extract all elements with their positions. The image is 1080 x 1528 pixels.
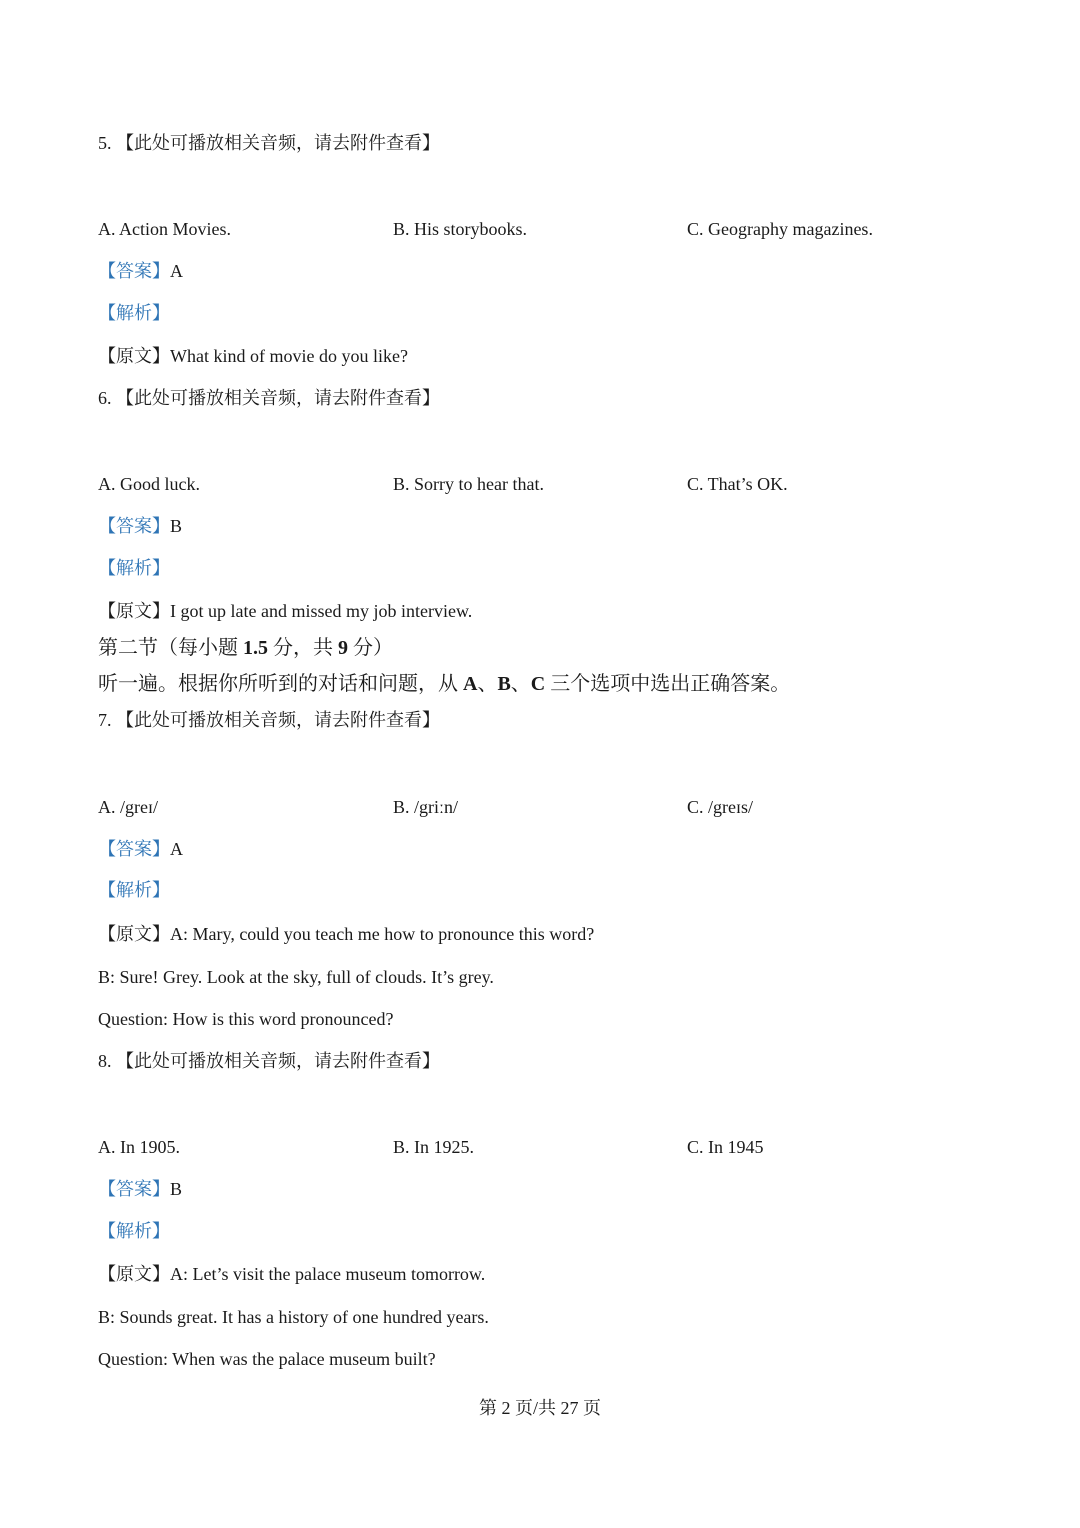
q7-analysis: [98, 878, 170, 902]
q5-option-a: A. Action Movies.: [98, 219, 231, 239]
answer-tag: 【答案】: [98, 839, 170, 859]
q5-original-text: [98, 344, 408, 368]
question-7-prompt: 7. 【此处可播放相关音频，请去附件查看】: [98, 710, 440, 730]
analysis-tag: 【解析】: [98, 303, 170, 323]
original-tag: 【原文】: [98, 601, 170, 621]
answer-value: A: [170, 839, 183, 859]
q6-option-c: C. That’s OK.: [687, 474, 788, 494]
answer-value: A: [170, 261, 183, 281]
question-6-prompt: 6. 【此处可播放相关音频，请去附件查看】: [98, 388, 440, 408]
q6-original-text: [98, 599, 472, 623]
q8-original-line-3: Question: When was the palace museum built?: [98, 1349, 436, 1369]
answer-value: B: [170, 516, 183, 536]
original-line: What kind of movie do you like?: [170, 346, 408, 366]
original-tag: 【原文】: [98, 1264, 170, 1284]
q6-analysis: [98, 556, 170, 580]
q7-original-line-2: B: Sure! Grey. Look at the sky, full of clouds. It’s grey.: [98, 967, 494, 987]
original-line: I got up late and missed my job interview.: [170, 601, 473, 621]
q5-option-b: B. His storybooks.: [393, 219, 528, 239]
q8-option-a: A. In 1905.: [98, 1137, 180, 1157]
q7-original-line-3: Question: How is this word pronounced?: [98, 1009, 394, 1029]
analysis-tag: 【解析】: [98, 1221, 170, 1241]
q7-answer: [98, 837, 183, 861]
q8-option-b: B. In 1925.: [393, 1137, 474, 1157]
answer-tag: 【答案】: [98, 1179, 170, 1199]
q5-analysis: [98, 301, 170, 325]
q8-answer: [98, 1177, 182, 1201]
q8-option-c: C. In 1945: [687, 1137, 764, 1157]
question-8-prompt: 8. 【此处可播放相关音频，请去附件查看】: [98, 1051, 440, 1071]
original-tag: 【原文】: [98, 346, 170, 366]
section-heading: 第二节（每小题 1.5 分，共 9 分）: [98, 637, 393, 659]
q6-answer: [98, 514, 182, 538]
q8-analysis: [98, 1219, 170, 1243]
q7-original-text: [98, 922, 594, 946]
page-number: 第 2 页/共 27 页: [478, 1398, 601, 1418]
original-line: A: Mary, could you teach me how to pronounce this word?: [170, 924, 595, 944]
answer-tag: 【答案】: [98, 516, 170, 536]
q5-option-c: C. Geography magazines.: [687, 219, 873, 239]
q7-option-c: C. /greɪs/: [687, 797, 753, 817]
original-tag: 【原文】: [98, 924, 170, 944]
analysis-tag: 【解析】: [98, 558, 170, 578]
q7-option-b: B. /griːn/: [393, 797, 459, 817]
question-5-prompt: 5. 【此处可播放相关音频，请去附件查看】: [98, 133, 440, 153]
section-instruction: 听一遍。根据你所听到的对话和问题，从 A、B、C 三个选项中选出正确答案。: [98, 673, 791, 695]
q6-option-b: B. Sorry to hear that.: [393, 474, 544, 494]
q8-original-line-2: B: Sounds great. It has a history of one hundred years.: [98, 1307, 489, 1327]
q7-option-a: A. /greɪ/: [98, 797, 158, 817]
q8-original-text: [98, 1262, 485, 1286]
q5-answer: [98, 259, 183, 283]
analysis-tag: 【解析】: [98, 880, 170, 900]
answer-tag: 【答案】: [98, 261, 170, 281]
answer-value: B: [170, 1179, 183, 1199]
original-line: A: Let’s visit the palace museum tomorrow.: [170, 1264, 486, 1284]
q6-option-a: A. Good luck.: [98, 474, 200, 494]
